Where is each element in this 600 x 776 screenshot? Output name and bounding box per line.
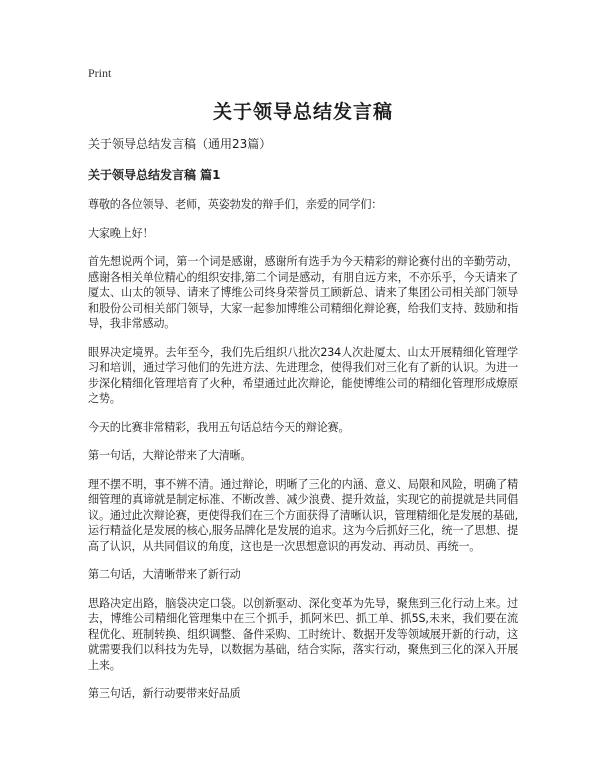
paragraph-good-evening: 大家晚上好！ <box>88 226 154 240</box>
print-link[interactable]: Print <box>88 66 112 80</box>
paragraph-vision: 眼界决定境界。去年至今，我们先后组织八批次234人次赴厦太、山太开展精细化管理学习和培训，通过学习他们的先进方法、先进理念，使得我们对三化有了新的认识。为进一步深化精细化管理培育了火种，希望通过此次辩论，能使博维公司的精细化管理形成燎原之势。 <box>88 345 518 405</box>
document-page <box>88 66 518 715</box>
paragraph-thanks: 首先想说两个词，第一个词是感谢，感谢所有选手为今天精彩的辩论赛付出的辛勤劳动，感谢各相关单位精心的组织安排,第二个词是感动，有朋自远方来，不亦乐乎，今天请来了厦太、山太的领导、请来了博维公司终身荣誉员工顾新总、请来了集团公司相关部门领导和股份公司相关部门领导，大家一起参加博维公司精细化辩论赛，给我们支持、鼓励和指导，我非常感动。 <box>88 255 518 330</box>
paragraph-point-one: 第一句话，大辩论带来了大清晰。 <box>88 449 252 462</box>
document-subtitle: 关于领导总结发言稿（通用23篇） <box>88 137 272 151</box>
section-heading: 关于领导总结发言稿 篇1 <box>88 168 221 182</box>
paragraph-point-two-body: 思路决定出路，脑袋决定口袋。以创新驱动、深化变革为先导，聚焦到三化行动上来。过去，博维公司精细化管理集中在三个抓手，抓阿米巴、抓工单、抓5S,未来，我们要在流程优化、班制转换、组织调整、备件采购、工时统计、数据开发等领域展开新的行动，这就需要我们以科技为先导，以数据为基础，结合实际，落实行动，聚焦到三化的深入开展上来。 <box>88 596 518 672</box>
paragraph-point-one-body: 理不摆不明，事不辨不清。通过辩论，明晰了三化的内涵、意义、局限和风险，明确了精细管理的真谛就是制定标准、不断改善、减少浪费、提升效益，实现它的前提就是共同倡议。通过此次辩论赛，更使得我们在三个方面获得了清晰认识，管理精细化是发展的基础,运行精益化是发展的核心,服务品牌化是发展的追求。这为今后抓好三化，统一了思想、提高了认识，从共同倡议的角度，这也是一次思想意识的再发动、再动员、再统一。 <box>88 477 518 553</box>
paragraph-greeting: 尊敬的各位领导、老师，英姿勃发的辩手们，亲爱的同学们： <box>88 198 383 211</box>
paragraph-point-three: 第三句话，新行动要带来好品质 <box>88 687 241 700</box>
paragraph-point-two: 第二句话，大清晰带来了新行动 <box>88 568 241 581</box>
document-title: 关于领导总结发言稿 <box>212 101 393 123</box>
paragraph-summary-intro: 今天的比赛非常精彩，我用五句话总结今天的辩论赛。 <box>88 420 350 434</box>
